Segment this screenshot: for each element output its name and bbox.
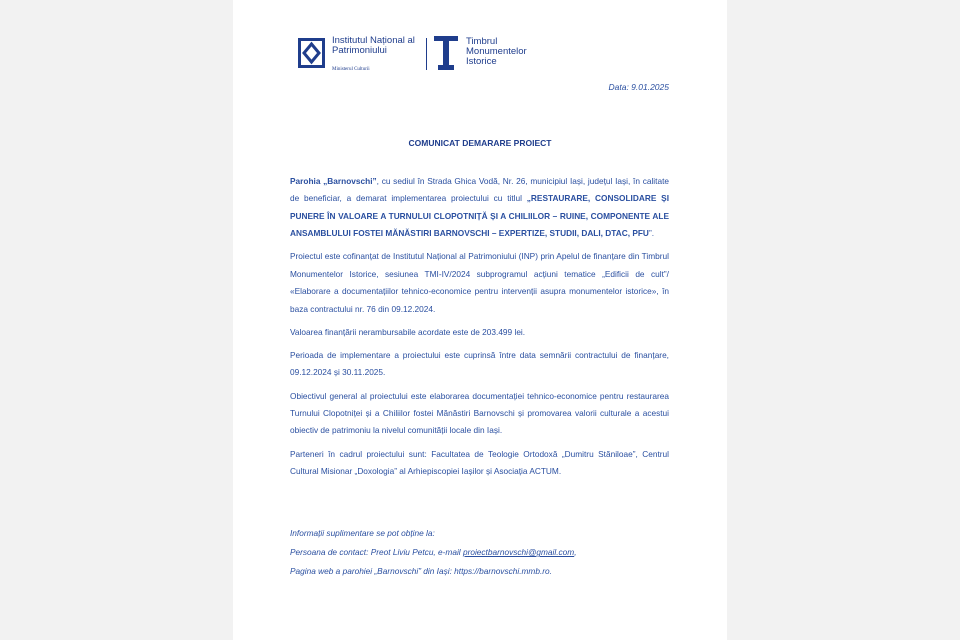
inp-name-line2: Patrimoniului <box>332 45 387 56</box>
document-page <box>233 0 727 640</box>
parish-website: Pagina web a parohiei „Barnovschi” din Iași: https://barnovschi.mmb.ro. <box>290 566 552 577</box>
tmi-name-line2: Monumentelor <box>466 46 527 57</box>
inp-ministry: Ministerul Culturii <box>332 67 370 72</box>
document-date: Data: 9.01.2025 <box>608 82 669 92</box>
paragraph-funding: Proiectul este cofinanțat de Institutul Național al Patrimoniului (INP) prin Apelul de finanțare din Timbrul Monumentelor Istorice, sesiunea TMI-IV/2024 subprogramul acțiuni tematice „Edificii de cult”/ «Elaborare a documentațiilor tehnico-economice pentru intervenții asupra monumentelor istorice», în baza contractului nr. 76 din 09.12.2024. <box>290 251 669 314</box>
tmi-name-line3: Istorice <box>466 56 497 67</box>
tmi-logo-icon <box>434 36 458 70</box>
paragraph-period: Perioada de implementare a proiectului este cuprinsă între data semnării contractului de finanțare, 09.12.2024 și 30.11.2025. <box>290 350 669 378</box>
tmi-name-line1: Timbrul <box>466 36 498 47</box>
inp-name-line1: Institutul Național al <box>332 35 415 46</box>
contact-person <box>290 543 690 562</box>
inp-logo-icon <box>298 38 325 68</box>
contact-person-label: Persoana de contact: Preot Liviu Petcu, e-mail <box>290 547 463 558</box>
tmi-name <box>466 37 527 67</box>
paragraph-objective: Obiectivul general al proiectului este elaborarea documentației tehnico-economice pentru restaurarea Turnului Clopotniței și a Chiliilor fostei Mănăstiri Barnovschi și promovarea valorii culturale a acestui obiectiv de patrimoniu la nivelul comunității locale din Iași. <box>290 390 669 436</box>
paragraph-value: Valoarea finanțării nerambursabile acordate este de 203.499 lei. <box>290 326 526 337</box>
contact-intro: Informații suplimentare se pot obține la: <box>290 528 435 538</box>
email-link[interactable]: proiectbarnovschi@gmail.com <box>462 547 575 558</box>
paragraph-partners: Parteneri în cadrul proiectului sunt: Facultatea de Teologie Ortodoxă „Dumitru Stăniloae”, Centrul Cultural Misionar „Doxologia” al Arhiepiscopiei Iașilor și Asociația ACTUM. <box>290 448 669 477</box>
logo-divider <box>426 38 427 70</box>
document-body <box>290 173 669 486</box>
parish-name: Parohia „Barnovschi” <box>290 176 377 186</box>
intro-text-end: ”. <box>648 228 655 239</box>
intro-text: , cu sediul în Strada Ghica Vodă, Nr. 26, municipiul Iași, județul Iași, în calitate de beneficiar, a demarat implementarea proiectului cu titlul <box>290 176 669 204</box>
contact-info <box>290 524 690 582</box>
document-title: COMUNICAT DEMARARE PROIECT <box>408 138 552 148</box>
inp-name <box>332 36 415 56</box>
project-title: „RESTAURARE, CONSOLIDARE ȘI PUNERE ÎN VALOARE A TURNULUI CLOPOTNIȚĂ ȘI A CHILIILOR – RUINE, COMPONENTE ALE ANSAMBLULUI FOSTEI MĂNĂSTIRI BARNOVSCHI – EXPERTIZE, STUDII, DALI, DTAC, PFU <box>290 193 669 239</box>
contact-person-suffix: , <box>574 547 577 558</box>
paragraph-intro <box>290 173 669 243</box>
